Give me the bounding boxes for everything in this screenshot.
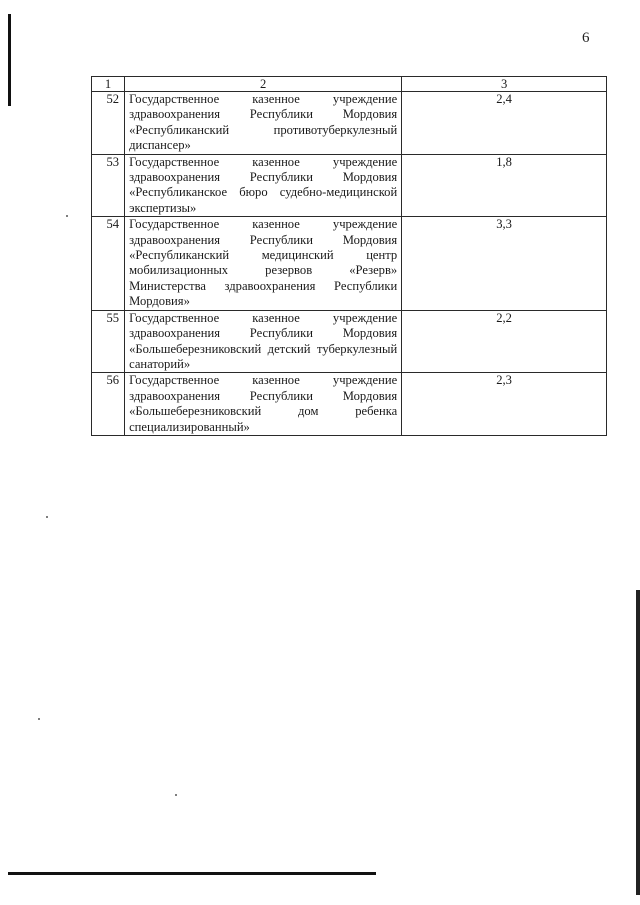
row-number: 55: [92, 310, 125, 373]
scan-edge-right: [636, 590, 640, 895]
institution-name: Государственное казенное учреждение здравоохранения Республики Мордовия «Большеберезниковский дом ребенка специализированный»: [125, 373, 402, 436]
scan-speck: [175, 794, 177, 796]
row-number: 56: [92, 373, 125, 436]
table-row: [92, 154, 607, 217]
scan-edge-bottom: [8, 872, 376, 875]
scan-speck: [38, 718, 40, 720]
table-row: [92, 92, 607, 155]
institution-name: Государственное казенное учреждение здравоохранения Республики Мордовия «Республиканский медицинский центр мобилизационных резервов «Резерв» Министерства здравоохранения Республики Мордовия»: [125, 217, 402, 310]
row-number: 53: [92, 154, 125, 217]
scan-speck: [66, 215, 68, 217]
page-number: 6: [582, 30, 590, 46]
institution-name: Государственное казенное учреждение здравоохранения Республики Мордовия «Большеберезниковский детский туберкулезный санаторий»: [125, 310, 402, 373]
institutions-table: [91, 76, 607, 436]
row-number: 52: [92, 92, 125, 155]
coefficient-value: 1,8: [402, 154, 607, 217]
institution-name: Государственное казенное учреждение здравоохранения Республики Мордовия «Республиканское бюро судебно-медицинской экспертизы»: [125, 154, 402, 217]
column-header-2: 2: [125, 77, 402, 92]
scan-speck: [46, 516, 48, 518]
scan-edge-left: [8, 14, 11, 106]
coefficient-value: 2,4: [402, 92, 607, 155]
table-header-row: [92, 77, 607, 92]
institution-name: Государственное казенное учреждение здравоохранения Республики Мордовия «Республиканский противотуберкулезный диспансер»: [125, 92, 402, 155]
table-row: [92, 310, 607, 373]
coefficient-value: 2,3: [402, 373, 607, 436]
column-header-1: 1: [92, 77, 125, 92]
coefficient-value: 3,3: [402, 217, 607, 310]
table-row: [92, 217, 607, 310]
table-row: [92, 373, 607, 436]
coefficient-value: 2,2: [402, 310, 607, 373]
row-number: 54: [92, 217, 125, 310]
column-header-3: 3: [402, 77, 607, 92]
